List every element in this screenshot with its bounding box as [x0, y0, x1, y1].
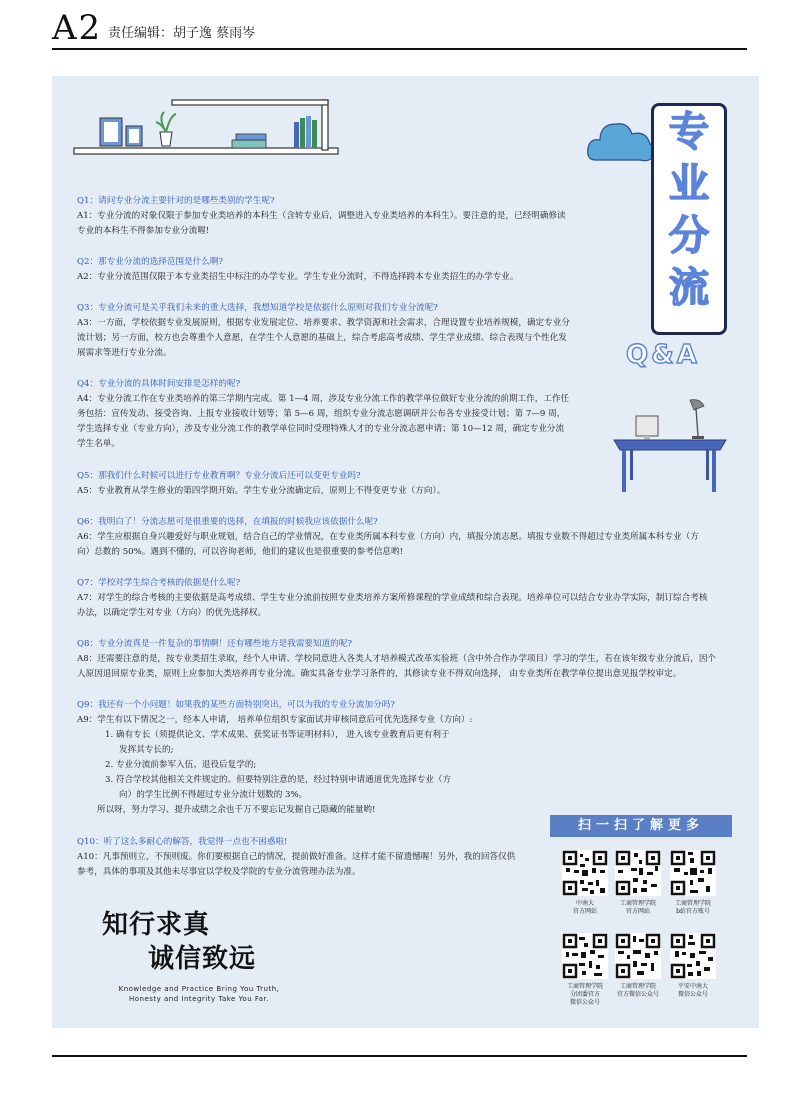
qr-caption-6 — [660, 983, 726, 999]
qa-item-1 — [77, 194, 577, 239]
qr-caption-4-line-3: 微信公众号 — [569, 999, 600, 1006]
answer-3-line-1: A3：一方面，学校依据专业发展原则，根据专业发展定位、培养要求、教学资源和社会需求，合理设置专业培养规模，确定专业分 — [77, 318, 570, 328]
answer-4-line-3: 学生选择专业（专业方向），涉及专业分流工作的教学单位同时受理特殊人才的专业分流志愿申请；第 10—12 周，确定专业分流 — [77, 424, 565, 434]
question-6: Q6：我明白了！分流志愿可是很重要的选择，在填报的时候我应该依据什么呢? — [77, 517, 378, 527]
question-1: Q1：请问专业分流主要针对的是哪些类别的学生呢? — [77, 196, 275, 206]
answer-3-line-3: 展需求等进行专业分流。 — [77, 348, 172, 358]
answer-1-line-1: A1：专业分流的对象仅限于参加专业类培养的本科生（含转专业后，调整进入专业类培养的本科生）。要注意的是，已经明确修读 — [77, 211, 566, 221]
answer-7-line-1: A7：对学生的综合考核的主要依据是高考成绩、学生专业分流前按照专业类培养方案所修课程的学业成绩和综合表现。培养单位可以结合专业办学实际，制订综合考核 — [77, 593, 708, 603]
question-8: Q8：专业分流真是一件复杂的事情啊！还有哪些地方是我需要知道的呢? — [77, 639, 352, 649]
qa-item-4 — [77, 377, 577, 452]
answer-9-item-3: 3. 符合学校其他相关文件规定的。但要特别注意的是，经过特别申请通道优先选择专业（方 — [105, 775, 452, 785]
qa-item-8 — [77, 637, 717, 682]
qr-code-3[interactable] — [670, 850, 716, 896]
motto-line-2: Honesty and Integrity Take You Far. — [128, 995, 270, 1003]
answer-1-line-2: 专业的本科生不得参加专业分流喔! — [77, 226, 210, 236]
page-header — [0, 0, 799, 52]
qr-caption-3-line-2: b站官方账号 — [676, 908, 710, 915]
answer-9-line-1: A9：学生有以下情况之一，经本人申请， 培养单位组织专家面试并审核同意后可优先选择专业（方向）: — [77, 715, 473, 725]
qa-item-3 — [77, 301, 577, 361]
bottom-rule — [52, 1055, 747, 1057]
qa-logo: Q&A — [626, 340, 700, 370]
answer-10-line-2: 参考，具体的事项及其他未尽事宜以学校及学院的专业分流管理办法为准。 — [77, 867, 361, 877]
qa-item-6 — [77, 515, 699, 560]
qr-code-5[interactable] — [615, 933, 661, 979]
qa-item-10 — [77, 835, 577, 880]
question-9: Q9：我还有一个小问题！如果我的某些方面特别突出，可以为我的专业分流加分吗? — [77, 700, 395, 710]
answer-5-line-1: A5：专业教育从学生修业的第四学期开始。学生专业分流确定后，原则上不得变更专业（方向）。 — [77, 486, 446, 496]
qr-pattern-icon — [615, 850, 661, 896]
answer-6-line-2: 向）总数的 50%。遇到不懂的，可以咨询老师，他们的建议也是很重要的参考信息哟! — [77, 547, 404, 557]
question-3: Q3：专业分流可是关乎我们未来的重大选择，我想知道学校是依据什么原则对我们专业分流呢? — [77, 303, 438, 313]
answer-9-closing: 所以呀，努力学习、提升成绩之余也千万不要忘记发掘自己隐藏的能量哟! — [97, 805, 376, 815]
qr-code-2[interactable] — [615, 850, 661, 896]
question-4: Q4：专业分流的具体时间安排是怎样的呢? — [77, 379, 241, 389]
qr-code-1[interactable] — [562, 850, 608, 896]
qr-caption-3-line-1: 工商管理学院 — [674, 900, 711, 907]
qr-pattern-icon — [670, 850, 716, 896]
qr-code-4[interactable] — [562, 933, 608, 979]
title-char-4: 流 — [669, 265, 709, 311]
editors-credit: 责任编辑：胡子逸 蔡雨岑 — [108, 26, 256, 41]
answer-7-line-2: 办法，以确定学生对专业（方向）的优先选择权。 — [77, 608, 267, 618]
answer-3-line-2: 流计划；另一方面，校方也会尊重个人意愿，在学生个人意愿的基础上，综合考虑高考成绩、学生学业成绩、综合表现与个性化发 — [77, 333, 567, 343]
shelf-illustration — [72, 96, 352, 166]
top-rule — [52, 48, 747, 50]
title-char-1: 专 — [669, 109, 709, 155]
qr-caption-4-line-1: 工商管理学院 — [566, 983, 603, 990]
slogan-line-1: 知行求真 — [102, 910, 211, 940]
motto-line-1: Knowledge and Practice Bring You Truth, — [118, 985, 280, 993]
qr-caption-5-line-1: 工商管理学院 — [619, 983, 656, 990]
scan-banner: 扫一扫了解更多 — [550, 815, 732, 837]
qr-caption-5-line-2: 官方微信公众号 — [616, 991, 659, 998]
qr-caption-6-line-2: 微信公众号 — [677, 991, 708, 998]
slogan-line-2: 诚信致远 — [148, 944, 257, 974]
answer-9-item-2: 2. 专业分流前参军入伍、退役后复学的; — [105, 760, 257, 770]
qr-caption-2-line-1: 工商管理学院 — [619, 900, 656, 907]
title-char-2: 业 — [669, 161, 709, 207]
answer-4-line-1: A4：专业分流工作在专业类培养的第三学期内完成。第 1—4 周，涉及专业分流工作的教学单位做好专业分流的前期工作，工作任 — [77, 394, 570, 404]
question-5: Q5：那我们什么时候可以进行专业教育啊？专业分流后还可以变更专业吗? — [77, 471, 361, 481]
qr-caption-2-line-2: 官方网站 — [625, 908, 650, 915]
answer-9-item-1: 1. 确有专长（须提供论文、学术成果、获奖证书等证明材料）， 进入该专业教育后更有利于 — [105, 730, 450, 740]
answer-9-item-3b: 向）的学生比例不得超过专业分流计划数的 3%。 — [119, 790, 308, 800]
qa-item-2 — [77, 255, 577, 285]
qa-item-9 — [77, 698, 577, 818]
qr-caption-1-line-1: 中南大 — [575, 900, 594, 907]
question-2: Q2：那专业分流的选择范围是什么啊? — [77, 257, 224, 267]
qr-pattern-icon — [562, 850, 608, 896]
question-7: Q7：学校对学生综合考核的依据是什么呢? — [77, 578, 241, 588]
question-10: Q10：听了这么多耐心的解答，我觉得一点也不困惑啦! — [77, 837, 288, 847]
qr-pattern-icon — [670, 933, 716, 979]
qr-caption-6-line-1: 平安中南大 — [677, 983, 708, 990]
motto-english — [104, 984, 294, 1004]
answer-8-line-1: A8：还需要注意的是，按专业类招生录取，经个人申请、学校同意进入各类人才培养模式改革实验班（含中外合作办学项目）学习的学生，若在该年级专业分流后，因个 — [77, 654, 717, 664]
qr-pattern-icon — [615, 933, 661, 979]
qa-item-5 — [77, 469, 577, 499]
page-number: A2 — [52, 8, 103, 48]
answer-6-line-1: A6：学生应根据自身兴趣爱好与职业规划，结合自己的学业情况，在专业类所属本科专业（方向）内，填报分流志愿。填报专业数不得超过专业类所属本科专业（方 — [77, 532, 699, 542]
qr-caption-4-line-2: 分团委官方 — [569, 991, 600, 998]
answer-10-line-1: A10：凡事预则立，不预则废。你们要根据自己的情况，提前做好准备。这样才能不留遗憾喔！另外，我的回答仅供 — [77, 852, 516, 862]
answer-2-line-1: A2：专业分流范围仅限于本专业类招生中标注的办学专业。学生专业分流时，不得选择跨本专业类招生的办学专业。 — [77, 272, 519, 282]
qr-pattern-icon — [562, 933, 608, 979]
qa-item-7 — [77, 576, 708, 621]
answer-9-item-1b: 发挥其专长的; — [119, 745, 174, 755]
answer-4-line-4: 学生名单。 — [77, 439, 120, 449]
answer-8-line-2: 人原因退回原专业类，原则上应参加大类培养再专业分流。确实具备专业学习条件的，其修读专业不得双向选择， 由专业类所在教学单位提出意见报学校审定。 — [77, 669, 682, 679]
qr-caption-1-line-2: 官方网站 — [572, 908, 597, 915]
qr-code-6[interactable] — [670, 933, 716, 979]
title-char-3: 分 — [669, 213, 709, 259]
qr-caption-3 — [660, 900, 726, 916]
answer-4-line-2: 务包括：宣传发动、接受咨询、上报专业接收计划等；第 5—6 周，组织专业分流志愿调研并公布各专业接受计划；第 7—9 周， — [77, 409, 566, 419]
cloud-illustration — [586, 112, 658, 168]
